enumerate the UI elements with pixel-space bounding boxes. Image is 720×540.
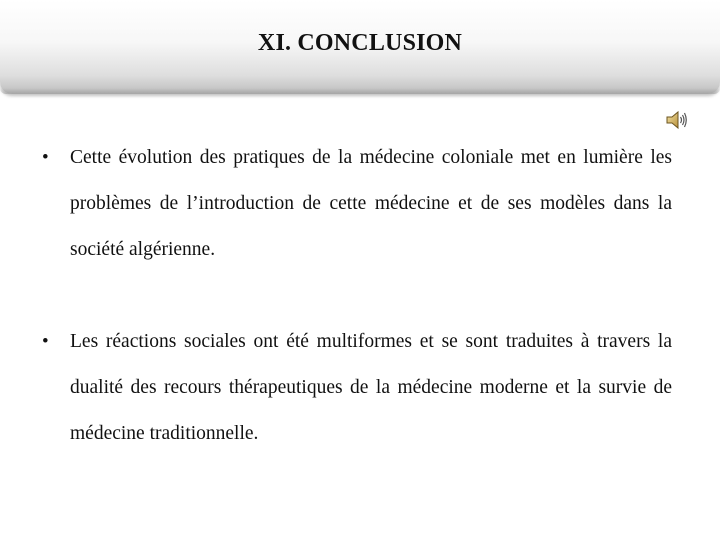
slide-title: XI. CONCLUSION: [257, 30, 463, 56]
bullet-marker: •: [42, 331, 49, 352]
title-banner: [0, 0, 720, 94]
bullet-text: Les réactions sociales ont été multiformes et se sont traduites à travers la dualité des recours thérapeutiques de la médecine moderne et la survie de médecine traditionnelle.: [70, 331, 672, 444]
bullet-text: Cette évolution des pratiques de la médecine coloniale met en lumière les problèmes de l’introduction de cette médecine et de ses modèles dans la société algérienne.: [70, 147, 672, 260]
bullet-marker: •: [42, 147, 49, 168]
speaker-sound-icon[interactable]: [664, 108, 688, 132]
